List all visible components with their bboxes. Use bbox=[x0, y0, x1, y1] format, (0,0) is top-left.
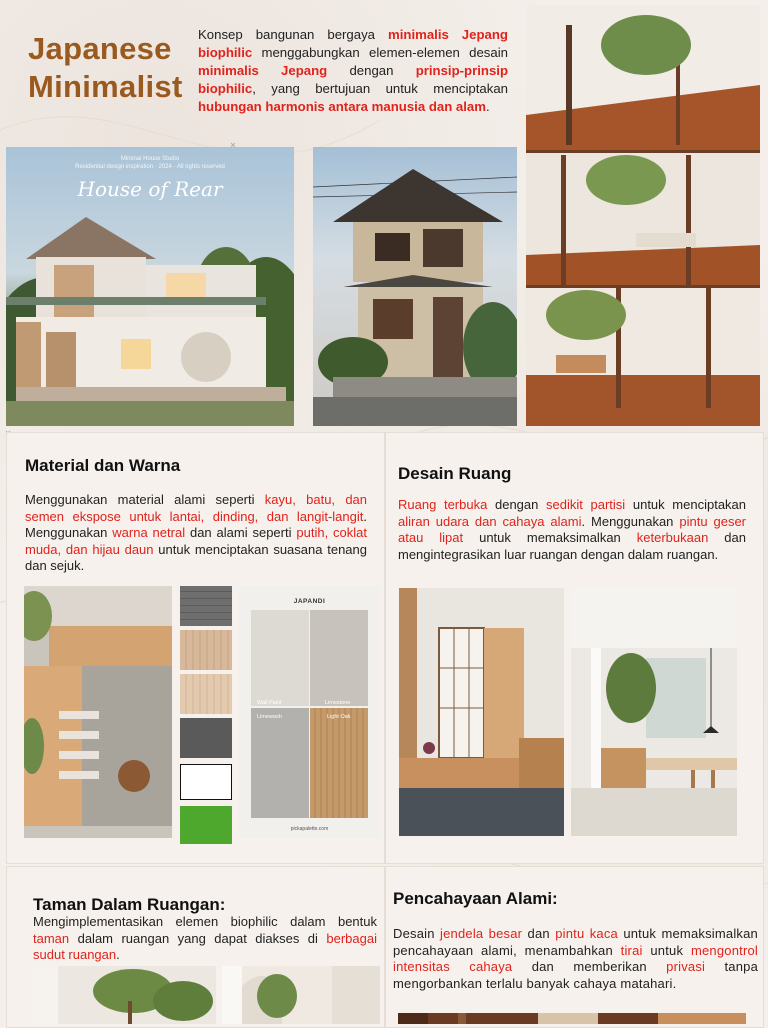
body-text: dengan bbox=[327, 63, 416, 78]
body-text: . bbox=[116, 947, 120, 962]
limewash-swatch bbox=[251, 708, 309, 818]
house-script-title: House of Rear bbox=[77, 177, 223, 201]
wall-paint-swatch bbox=[251, 610, 309, 706]
pencahayaan-heading: Pencahayaan Alami: bbox=[393, 889, 558, 908]
highlighted-text: mengontrol intensitas cahaya bbox=[393, 942, 758, 974]
body-text: dan memberikan bbox=[512, 959, 667, 974]
body-text: menggabungkan elemen-elemen desain bbox=[252, 45, 508, 60]
page-title bbox=[28, 30, 183, 106]
body-text: . Menggunakan bbox=[25, 508, 367, 540]
intro-paragraph bbox=[198, 26, 508, 116]
highlighted-text: keterbukaan bbox=[636, 530, 709, 545]
studio-name: Minimal House Studio bbox=[120, 156, 180, 162]
title-line-2: Minimalist bbox=[28, 69, 183, 104]
body-text: dan mengintegrasikan luar ruangan dengan dalam ruangan. bbox=[398, 530, 746, 562]
natural-light-photo bbox=[398, 1013, 746, 1024]
swatch-column bbox=[180, 586, 232, 844]
garden-room-photo bbox=[24, 586, 172, 838]
body-text: Desain bbox=[393, 926, 441, 941]
highlighted-text: hubungan harmonis antara manusia dan alam bbox=[198, 99, 486, 114]
body-text: dan bbox=[522, 926, 556, 941]
studio-subtitle: Residential design inspiration · 2024 · All rights reserved bbox=[75, 164, 225, 170]
body-text: Mengimplementasikan elemen biophilic dalam bentuk bbox=[33, 914, 377, 929]
highlighted-text: kayu, batu, dan semen ekspose untuk lantai, dinding, dan langit-langit bbox=[25, 492, 368, 524]
body-text: Menggunakan material alami seperti bbox=[25, 492, 265, 507]
swatch-white bbox=[180, 764, 232, 800]
material-paragraph bbox=[25, 492, 367, 575]
material-heading: Material dan Warna bbox=[25, 456, 181, 475]
palette-label: JAPANDI bbox=[293, 598, 326, 605]
body-text: untuk bbox=[642, 942, 691, 958]
courtyard-interior-collage bbox=[526, 5, 760, 426]
highlighted-text: pintu geser atau lipat bbox=[398, 513, 747, 545]
body-text: Konsep bangunan bergaya bbox=[198, 27, 388, 42]
highlighted-text: aliran udara dan cahaya alami bbox=[398, 513, 582, 529]
limewash-label: Limewash bbox=[257, 714, 282, 720]
limestone-swatch bbox=[310, 610, 368, 706]
body-text: tanpa mengorbankan terlalu banyak cahaya matahari. bbox=[393, 959, 758, 991]
desain-paragraph bbox=[398, 497, 746, 563]
house-of-rear-photo bbox=[6, 147, 294, 426]
body-text: untuk memaksimalkan pencahayaan alami, menambahkan bbox=[393, 926, 758, 958]
body-text: . Menggunakan bbox=[581, 513, 680, 529]
indoor-garden-photo-2 bbox=[222, 966, 380, 1024]
highlighted-text: tirai bbox=[620, 942, 643, 958]
highlighted-text: minimalis Jepang bbox=[198, 63, 328, 78]
taman-paragraph bbox=[33, 914, 377, 964]
highlighted-text: prinsip-prinsip biophilic bbox=[198, 63, 508, 96]
body-text: dalam ruangan yang dapat diakses di bbox=[69, 930, 327, 946]
highlighted-text: minimalis Jepang biophilic bbox=[198, 27, 508, 60]
sliding-door-photo bbox=[399, 588, 564, 836]
swatch-leaf-green bbox=[180, 806, 232, 844]
swatch-beige-wood bbox=[180, 674, 232, 714]
highlighted-text: jendela besar bbox=[440, 926, 523, 941]
desain-heading: Desain Ruang bbox=[398, 464, 512, 483]
taman-heading: Taman Dalam Ruangan: bbox=[33, 895, 226, 914]
swatch-stone bbox=[180, 586, 232, 626]
body-text: dan alami seperti bbox=[185, 525, 297, 540]
highlighted-text: warna netral bbox=[112, 525, 186, 540]
traditional-house-photo bbox=[313, 147, 517, 426]
highlighted-text: berbagai sudut ruangan bbox=[33, 930, 377, 962]
limestone-label: Limestone bbox=[325, 700, 351, 706]
pencahayaan-paragraph bbox=[393, 926, 758, 992]
highlighted-text: Ruang terbuka bbox=[398, 497, 488, 512]
highlighted-text: putih, coklat muda, dan hijau daun bbox=[25, 525, 368, 557]
body-text: untuk menciptakan suasana tenang dan sejuk. bbox=[25, 541, 368, 573]
body-text: untuk memaksimalkan bbox=[463, 530, 637, 545]
wall-paint-label: Wall Paint bbox=[257, 700, 282, 706]
body-text: dengan bbox=[487, 497, 547, 512]
highlighted-text: sedikit partisi bbox=[546, 497, 626, 512]
highlighted-text: privasi bbox=[666, 959, 706, 974]
title-line-1: Japanese bbox=[28, 31, 172, 66]
palette-source: pickapalette.com bbox=[290, 826, 329, 832]
highlighted-text: taman bbox=[33, 930, 70, 946]
japandi-palette-card bbox=[239, 586, 380, 838]
open-living-photo bbox=[571, 588, 737, 836]
swatch-concrete bbox=[180, 718, 232, 758]
indoor-garden-photo-1 bbox=[33, 966, 216, 1024]
light-oak-swatch bbox=[310, 708, 368, 818]
body-text: , yang bertujuan untuk menciptakan bbox=[252, 81, 508, 96]
body-text: untuk menciptakan bbox=[625, 497, 747, 512]
swatch-light-wood bbox=[180, 630, 232, 670]
light-oak-label: Light Oak bbox=[327, 714, 351, 720]
body-text: . bbox=[486, 99, 490, 114]
highlighted-text: pintu kaca bbox=[555, 926, 618, 941]
